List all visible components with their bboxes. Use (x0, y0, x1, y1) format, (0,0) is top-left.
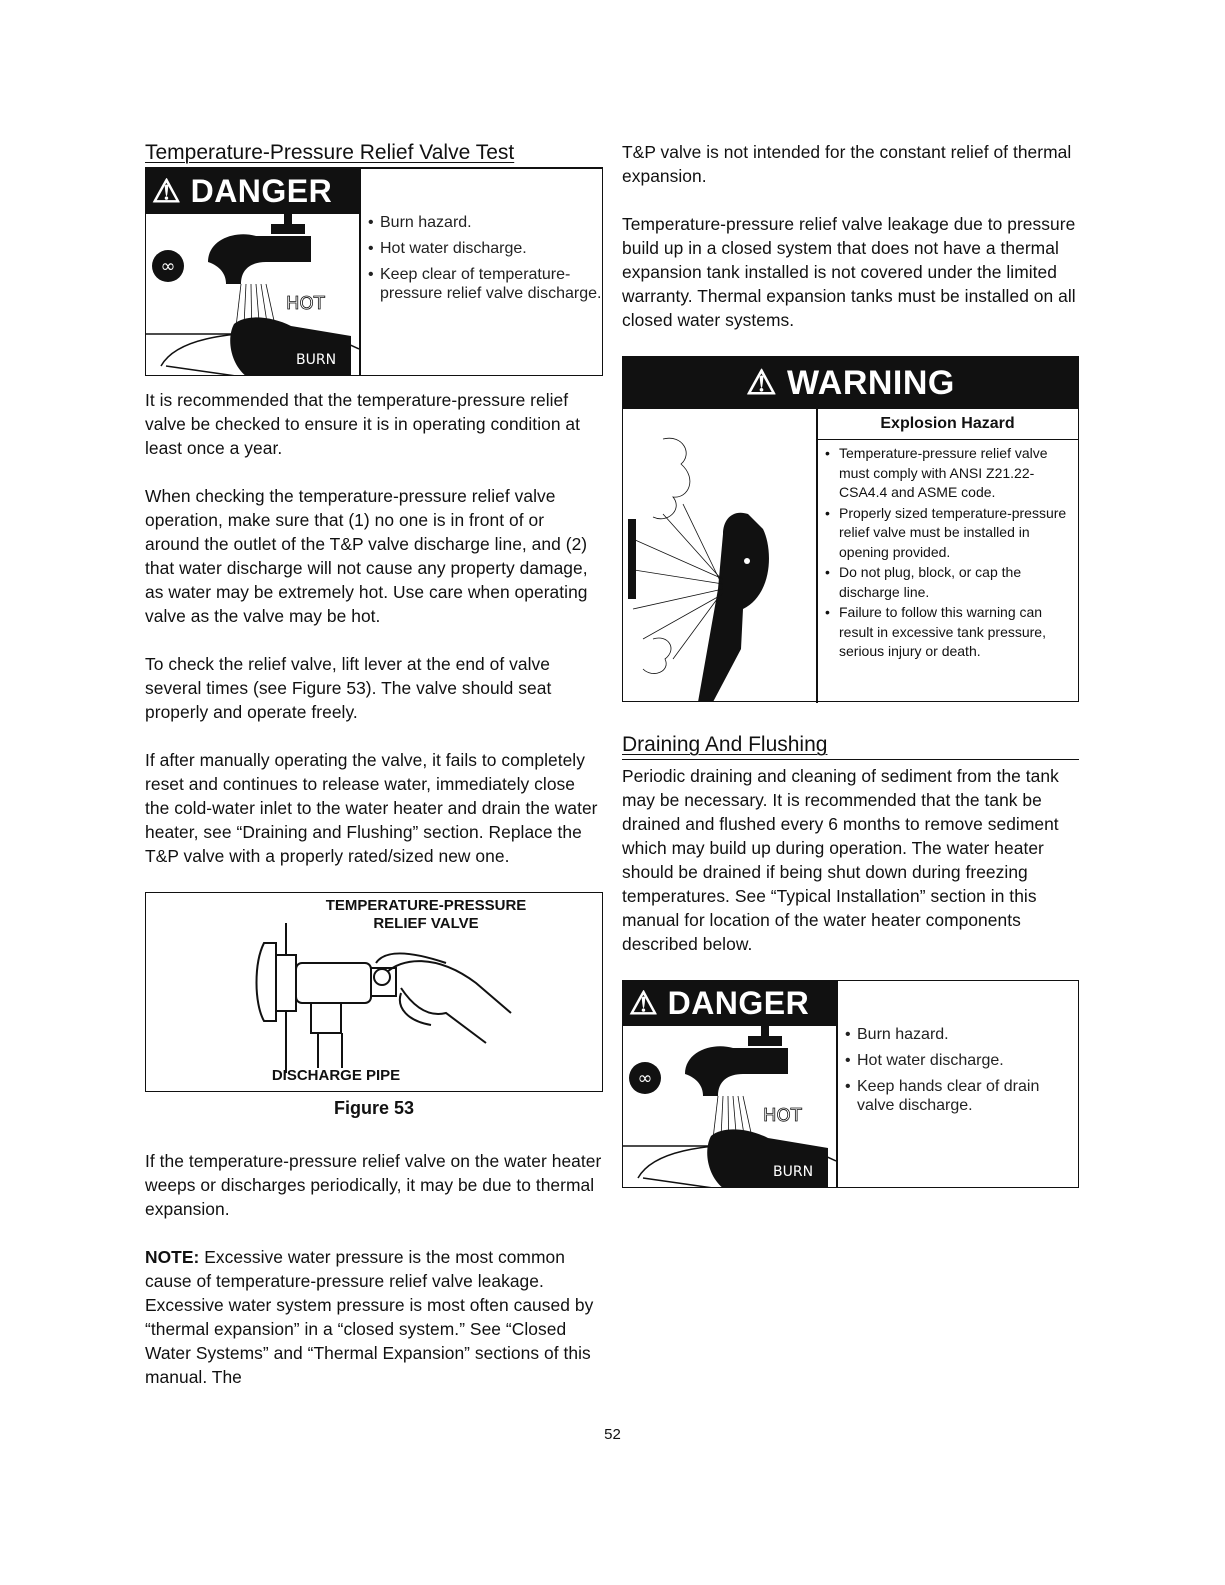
paragraph: If after manually operating the valve, it fails to completely reset and continues to release water, immediately close the cold-water inlet to the water heater and drain the water heater, see “Draining and Flushing” section. Replace the T&P valve with a properly rated/sized new one. (145, 750, 598, 866)
left-column (145, 140, 603, 1413)
danger-bullet: • Hot water discharge. (845, 1051, 1078, 1070)
svg-text:HOT: HOT (763, 1105, 802, 1126)
figure-caption: Figure 53 (333, 1098, 415, 1118)
danger-divider (359, 169, 361, 375)
warning-box-explosion (622, 356, 1079, 702)
relief-valve-illustration (146, 893, 602, 1091)
paragraph: When checking the temperature-pressure relief valve operation, make sure that (1) no one is in front of or around the outlet of the T&P valve discharge line, and (2) that water discharge will not cause any property damage, as water may be extremely hot. Use care when operating valve as the valve may be hot. (145, 486, 588, 626)
label-discharge-pipe: DISCHARGE PIPE (271, 1067, 401, 1084)
note-label: NOTE: (145, 1247, 200, 1267)
paragraph: It is recommended that the temperature-pressure relief valve be checked to ensure it is in operating condition at least once a year. (145, 390, 581, 458)
warning-bullet: • Temperature-pressure relief valve must comply with ANSI Z21.22-CSA4.4 and ASME code. (825, 444, 1072, 503)
svg-text:BURN: BURN (773, 1164, 814, 1180)
svg-text:BURN: BURN (296, 352, 337, 368)
paragraph: To check the relief valve, lift lever at the end of valve several times (see Figure 53). The valve should seat properly and operate freely. (145, 654, 552, 722)
warning-triangle-icon: ⚠ (629, 985, 659, 1021)
warning-bullet: • Failure to follow this warning can result in excessive tank pressure, serious injury or death. (825, 603, 1072, 662)
right-column (622, 140, 1079, 1188)
danger-bullet: • Burn hazard. (368, 213, 602, 232)
paragraph: Temperature-pressure relief valve leakage due to pressure build up in a closed system that does not have a thermal expansion tank installed is not covered under the limited warranty. Thermal expansion tanks must be installed on all closed water systems. (622, 214, 1076, 330)
warning-divider (816, 409, 818, 703)
warning-bullet: • Properly sized temperature-pressure relief valve must be installed in opening provided. (825, 504, 1072, 563)
paragraph: If the temperature-pressure relief valve on the water heater weeps or discharges periodically, it may be due to thermal expansion. (145, 1151, 602, 1219)
warning-bullet-list (825, 444, 1072, 663)
figure-53-box (145, 892, 603, 1092)
paragraph: T&P valve is not intended for the constant relief of thermal expansion. (622, 142, 1072, 186)
page-number: 52 (604, 1426, 621, 1443)
danger-bullet: • Keep clear of temperature-pressure relief valve discharge. (368, 265, 602, 303)
section-title-relief-valve-test: Temperature-Pressure Relief Valve Test (145, 140, 603, 168)
section-title-draining-flushing: Draining And Flushing (622, 732, 1079, 760)
svg-text:∞: ∞ (637, 1068, 653, 1089)
danger-tag: ⚠ DANGER (146, 169, 359, 214)
burn-hazard-faucet-icon (623, 1026, 836, 1188)
explosion-hazard-icon (623, 409, 816, 702)
danger-bullet: • Burn hazard. (845, 1025, 1078, 1044)
danger-bullet: • Keep hands clear of drain valve discharge. (845, 1077, 1078, 1115)
warning-bullet: • Do not plug, block, or cap the discharge line. (825, 563, 1072, 602)
label-relief-valve: TEMPERATURE-PRESSURE RELIEF VALVE (325, 897, 527, 932)
danger-divider (836, 981, 838, 1187)
danger-bullet-list (368, 213, 602, 310)
hazard-title: Explosion Hazard (817, 409, 1078, 440)
danger-box-relief-valve (145, 168, 603, 376)
svg-text:∞: ∞ (160, 256, 176, 277)
svg-text:HOT: HOT (286, 293, 325, 314)
note-paragraph (145, 1245, 603, 1389)
note-text: Excessive water pressure is the most common cause of temperature-pressure relief valve leakage. Excessive water system pressure is most often caused by “thermal expansion” in a “closed system.” See “Closed Water Systems” and “Thermal Expansion” sections of this manual. The (145, 1247, 594, 1387)
warning-triangle-icon: ⚠ (746, 364, 778, 402)
danger-bullet-list (845, 1025, 1078, 1122)
warning-triangle-icon: ⚠ (152, 173, 182, 209)
danger-bullet: • Hot water discharge. (368, 239, 602, 258)
danger-tag: ⚠ DANGER (623, 981, 836, 1026)
paragraph: Periodic draining and cleaning of sediment from the tank may be necessary. It is recommended that the tank be drained and flushed every 6 months to remove sediment which may build up during operation. The water heater should be drained if being shut down during freezing temperatures. See “Typical Installation” section in this manual for location of the water heater components described below. (622, 766, 1059, 954)
burn-hazard-faucet-icon (146, 214, 359, 376)
danger-box-drain-valve (622, 980, 1079, 1188)
warning-tag: ⚠ WARNING (623, 357, 1078, 409)
